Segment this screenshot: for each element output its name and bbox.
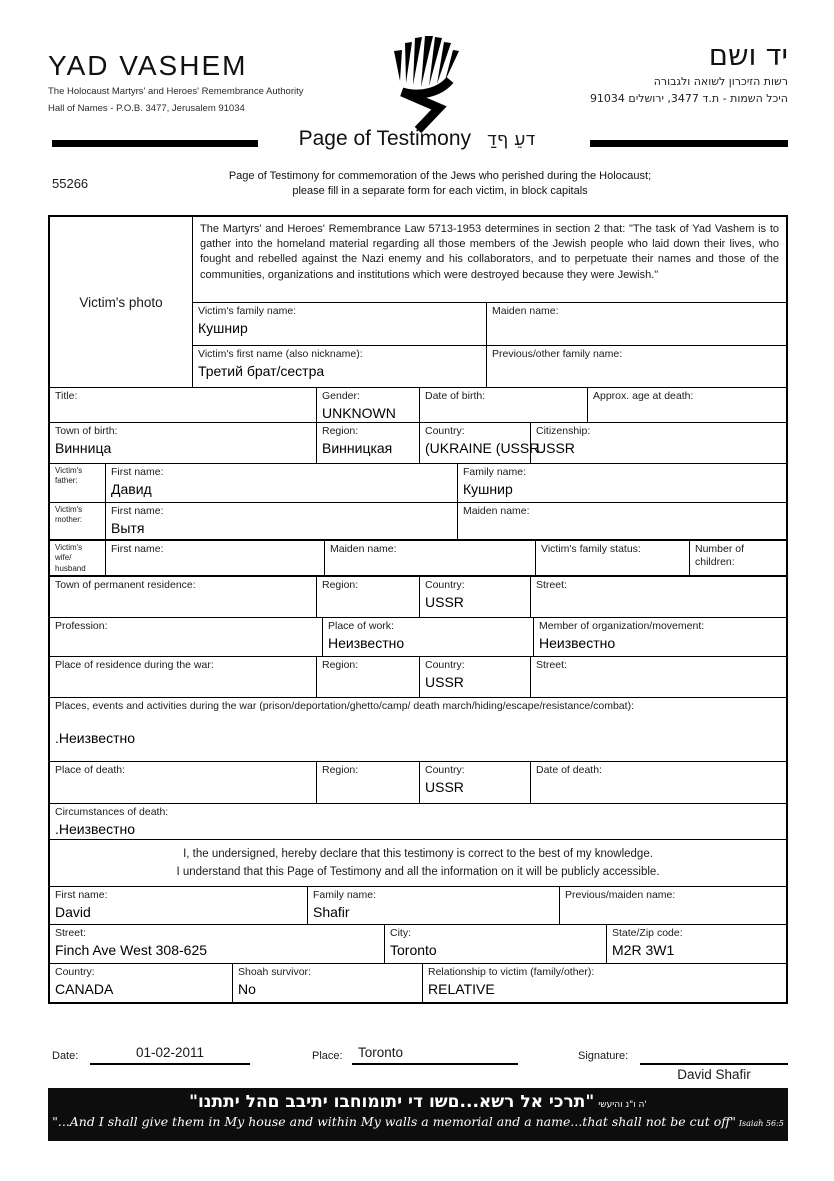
death-circumstances-label: Circumstances of death: — [55, 806, 169, 818]
spouse-cell-label: Victim's wife/ husband — [55, 543, 86, 573]
org-name-hebrew: יד ושם — [708, 38, 788, 72]
org-name: YAD VASHEM — [48, 50, 248, 81]
submitter-street-value: Finch Ave West 308-625 — [55, 942, 208, 959]
profession-label: Profession: — [55, 620, 108, 632]
row-submitter-address — [50, 924, 786, 963]
gender-label: Gender: — [322, 390, 360, 402]
spouse-maiden-name-label: Maiden name: — [330, 543, 397, 555]
declaration-line-1: I, the undersigned, hereby declare that this testimony is correct to the best of my knowledge. — [183, 848, 653, 860]
row-death-circumstances — [50, 803, 786, 839]
submitter-first-name-value: David — [55, 904, 91, 921]
war-events-label: Places, events and activities during the war (prison/deportation/ghetto/camp/ death march/hiding/escape/resistance/combat): — [55, 700, 634, 712]
submitter-state-zip-value: M2R 3W1 — [612, 942, 675, 959]
org-subtitle-1-hebrew: רשות הזיכרון לשואה ולגבורה — [653, 75, 788, 88]
mother-cell-label: Victim's mother: — [55, 505, 83, 525]
victim-family-name-value: Кушнир — [198, 320, 248, 337]
shoah-survivor-label: Shoah survivor: — [238, 966, 311, 978]
submitter-city-value: Toronto — [390, 942, 437, 959]
org-header-english — [48, 50, 303, 116]
spouse-first-name-label: First name: — [111, 543, 164, 555]
submitter-state-zip-label: State/Zip code: — [612, 927, 683, 939]
row-victim-spouse — [50, 539, 786, 575]
page-title — [0, 127, 834, 151]
row-victim-first-name — [193, 345, 786, 388]
submitter-street-label: Street: — [55, 927, 86, 939]
submitter-country-label: Country: — [55, 966, 95, 978]
war-residence-country-label: Country: — [425, 659, 465, 671]
town-of-birth-label: Town of birth: — [55, 425, 118, 437]
age-at-death-label: Approx. age at death: — [593, 390, 694, 402]
residence-town-label: Town of permanent residence: — [55, 579, 196, 591]
organization-label: Member of organization/movement: — [539, 620, 705, 632]
citizenship-label: Citizenship: — [536, 425, 591, 437]
previous-family-name-label: Previous/other family name: — [492, 347, 623, 360]
instructions — [150, 169, 730, 200]
mother-first-name-value: Вытя — [111, 520, 145, 537]
submitter-first-name-label: First name: — [55, 889, 108, 901]
mother-first-name-label: First name: — [111, 505, 164, 517]
submitter-family-name-value: Shafir — [313, 904, 350, 921]
english-quote: "...And I shall give them in My house and within My walls a memorial and a name...that shall not be cut off" — [52, 1114, 736, 1130]
signature-label: Signature: — [578, 1050, 629, 1062]
org-subtitle-2-hebrew: היכל השמות - ת.ד 3477, ירושלים 91034 — [589, 92, 788, 106]
family-status-label: Victim's family status: — [541, 543, 641, 555]
hebrew-quote: "ונתתי להם בביתי ובחומותי יד ושם...אשר לא יכרת" — [189, 1092, 595, 1112]
victim-first-name-label: Victim's first name (also nickname): — [198, 347, 363, 360]
date-label: Date: — [52, 1050, 79, 1062]
org-header-hebrew — [590, 38, 788, 107]
death-circumstances-value: .Неизвестно — [55, 821, 136, 838]
row-declaration — [50, 839, 786, 886]
declaration-line-2: I understand that this Page of Testimony and all the information on it will be publicly accessible. — [176, 865, 660, 878]
row-photo-and-law — [50, 217, 786, 387]
residence-country-label: Country: — [425, 579, 465, 591]
residence-region-label: Region: — [322, 579, 359, 591]
country-of-birth-label: Country: — [425, 425, 465, 437]
yad-vashem-logo-icon — [393, 36, 459, 139]
region-of-birth-label: Region: — [322, 425, 359, 437]
org-subtitle-2: Hall of Names - P.O.B. 3477, Jerusalem 91034 — [48, 102, 245, 114]
place-of-work-value: Неизвестно — [328, 635, 405, 652]
row-submitter-country — [50, 963, 786, 1002]
father-cell-label: Victim's father: — [55, 466, 83, 486]
mother-maiden-name-label: Maiden name: — [463, 505, 530, 517]
title-field-label: Title: — [55, 390, 78, 402]
place-value: Toronto — [358, 1045, 404, 1060]
org-subtitle-1: The Holocaust Martyrs' and Heroes' Remembrance Authority — [48, 86, 304, 97]
row-place-of-death — [50, 761, 786, 803]
father-family-name-label: Family name: — [463, 466, 527, 478]
war-residence-street-label: Street: — [536, 659, 567, 671]
num-children-label: Number of children: — [695, 543, 745, 569]
submitter-country-value: CANADA — [55, 981, 114, 998]
row-permanent-residence — [50, 575, 786, 617]
place-label: Place: — [312, 1050, 343, 1062]
war-residence-region-label: Region: — [322, 659, 359, 671]
organization-value: Неизвестно — [539, 635, 616, 652]
form-number: 55266 — [52, 176, 89, 191]
date-of-birth-label: Date of birth: — [425, 390, 486, 402]
memorial-quote-banner — [48, 1088, 788, 1141]
row-war-events — [50, 697, 786, 761]
submitter-city-label: City: — [390, 927, 411, 939]
date-value: 01-02-2011 — [135, 1045, 205, 1060]
row-war-residence — [50, 656, 786, 697]
father-family-name-value: Кушнир — [463, 481, 513, 498]
victim-photo-box: Victim's photo — [79, 294, 163, 310]
place-of-death-label: Place of death: — [55, 764, 126, 776]
row-title-gender-birth — [50, 387, 786, 422]
citizenship-value: USSR — [536, 440, 575, 457]
war-residence-country-value: USSR — [425, 674, 464, 691]
row-victim-mother — [50, 502, 786, 539]
english-quote-reference: Isaiah 56:5 — [738, 1119, 784, 1129]
death-country-value: USSR — [425, 779, 464, 796]
hebrew-quote-reference: ישעיהו נ"ו ה' — [598, 1100, 647, 1110]
submitter-previous-name-label: Previous/maiden name: — [565, 889, 676, 901]
remembrance-law-text: The Martyrs' and Heroes' Remembrance Law 5713-1953 determines in section 2 that: "The task of Yad Vashem is to gather into the homeland material regarding all those members of the Jewish people who laid down their lives, who fought and rebelled against the Nazi enemy and his collaborators, and to perpetuate their names and those of the communities, organizations and institutions which were destroyed because they were Jewish." — [200, 223, 779, 281]
maiden-name-label: Maiden name: — [492, 305, 559, 317]
father-first-name-label: First name: — [111, 466, 164, 478]
instructions-line-1: Page of Testimony for commemoration of the Jews who perished during the Holocaust; — [228, 170, 652, 182]
date-of-death-label: Date of death: — [536, 764, 602, 776]
date-line — [90, 1062, 250, 1065]
relationship-value: RELATIVE — [428, 981, 495, 998]
instructions-line-2: please fill in a separate form for each victim, in block capitals — [292, 185, 588, 198]
war-residence-place-label: Place of residence during the war: — [55, 659, 214, 671]
page-title-english: Page of Testimony — [298, 127, 472, 150]
victim-family-name-label: Victim's family name: — [198, 305, 297, 317]
page-title-hebrew: דַף עֵד — [487, 129, 536, 150]
submitter-family-name-label: Family name: — [313, 889, 377, 901]
father-first-name-value: Давид — [111, 481, 152, 498]
testimony-form-table — [48, 215, 788, 1004]
signature-name: David Shafir — [677, 1067, 751, 1082]
relationship-label: Relationship to victim (family/other): — [428, 966, 595, 978]
death-country-label: Country: — [425, 764, 465, 776]
war-events-value: .Неизвестно — [55, 730, 136, 747]
town-of-birth-value: Винница — [55, 440, 112, 457]
shoah-survivor-value: No — [238, 981, 256, 998]
place-of-work-label: Place of work: — [328, 620, 394, 632]
place-line — [352, 1062, 518, 1065]
row-victim-family-name — [193, 302, 786, 345]
row-profession-work — [50, 617, 786, 656]
row-victim-father — [50, 463, 786, 502]
residence-country-value: USSR — [425, 594, 464, 611]
row-town-of-birth — [50, 422, 786, 463]
residence-street-label: Street: — [536, 579, 567, 591]
row-submitter-name — [50, 886, 786, 924]
death-region-label: Region: — [322, 764, 359, 776]
region-of-birth-value: Винницкая — [322, 440, 393, 457]
gender-value: UNKNOWN — [322, 405, 396, 422]
signature-line — [640, 1062, 788, 1065]
victim-first-name-value: Третий брат/сестра — [198, 362, 325, 379]
country-of-birth-value: (UKRAINE (USSR — [425, 440, 540, 457]
